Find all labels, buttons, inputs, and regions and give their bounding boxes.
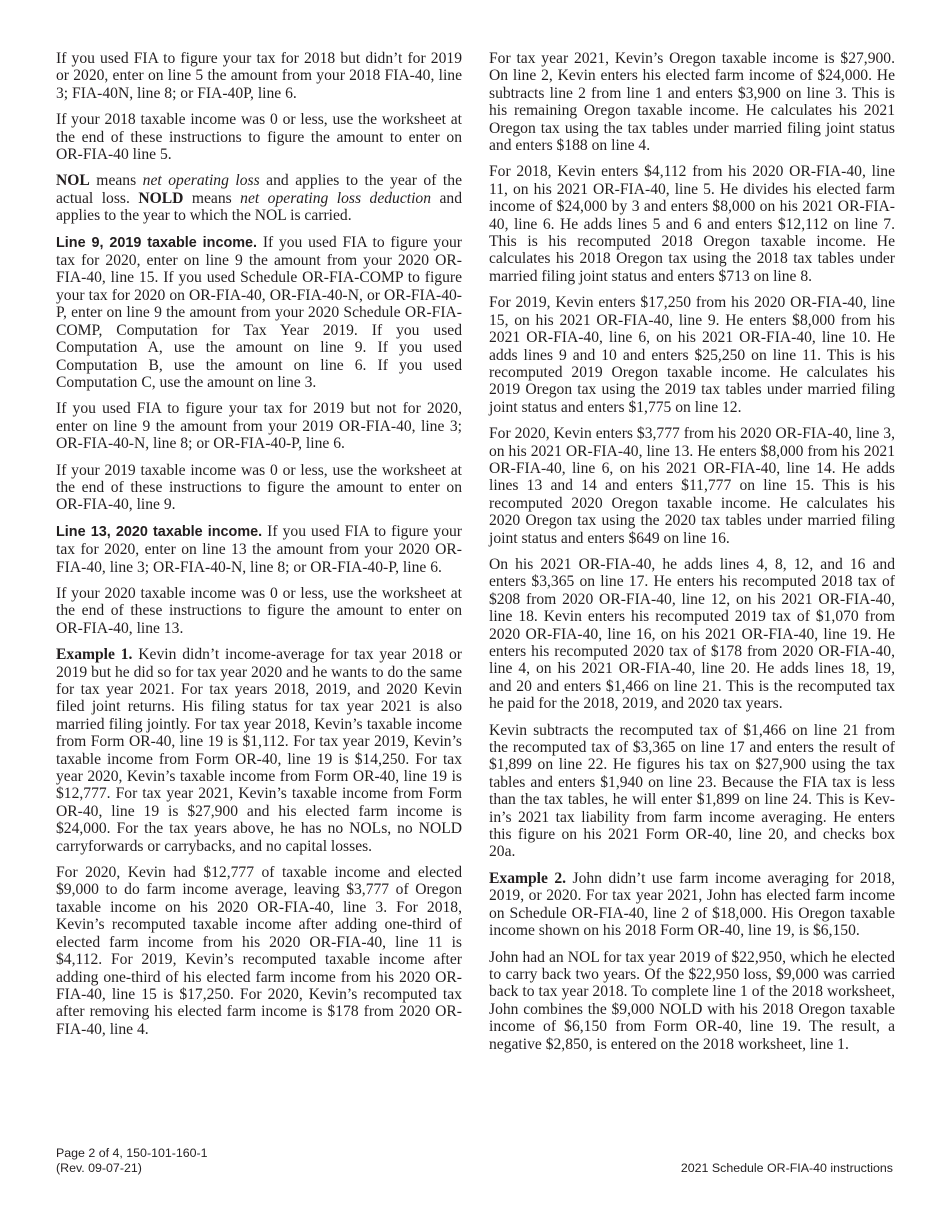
footer-form-info — [56, 1146, 208, 1176]
paragraph-kevin-2021: For tax year 2021, Kevin’s Oregon taxable income is $27,900. On line 2, Kevin enters his elected farm income of $24,000. He subtracts line 2 from line 1 and enters $3,900 on line 3. This is his remaining Oregon taxable income. He calculates his 2021 Oregon tax using the tax tables under married filing joint status and enters $188 on line 4. — [489, 50, 895, 155]
paragraph-kevin-2018: For 2018, Kevin enters $4,112 from his 2020 OR-FIA-40, line 11, on his 2021 OR-FIA-40, line 5. He divides his elected farm income of $24,000 by 3 and enters $8,000 on his 2021 OR-FIA-40, line 6. He adds lines 5 and 6 and enters $12,112 on line 7. This is his recomputed 2018 Oregon taxable income. He calculates his 2018 Oregon tax using the 2018 tax tables under married filing joint status and enters $713 on line 8. — [489, 163, 895, 285]
text-fragment: means — [183, 189, 241, 207]
paragraph-fia-2019: If you used FIA to figure your tax for 2019 but not for 2020, enter on line 9 the amount from your 2019 OR-FIA-40, line 3; OR-FIA-40-N, line 8; or OR-FIA-40-P, line 6. — [56, 400, 462, 453]
paragraph-kevin-2020: For 2020, Kevin had $12,777 of taxable income and elected $9,000 to do farm income average, leaving $3,777 of Oregon taxable income on his 2020 OR-FIA-40, line 3. For 2018, Kevin’s recomputed taxable income after adding one-third of elected farm income from his 2020 OR-FIA-40, line 11 is $4,112. For 2019, Kevin’s recomputed taxable income after adding one-third of his elected farm income from his 2020 OR-FIA-40, line 15 is $17,250. For 2020, Kevin’s recomputed tax after removing his elected farm income is $178 from 2020 OR-FIA-40, line 4. — [56, 864, 462, 1038]
heading-line-9: Line 9, 2019 taxable income. — [56, 234, 258, 251]
paragraph-2018-zero-income: If your 2018 taxable income was 0 or less, use the worksheet at the end of these instructions to figure the amount to enter on OR-FIA-40 line 5. — [56, 111, 462, 164]
paragraph-nol-definition — [56, 172, 462, 224]
paragraph-kevin-2019: For 2019, Kevin enters $17,250 from his 2020 OR-FIA-40, line 15, on his 2021 OR-FIA-40, line 9. He enters $8,000 from his 2021 OR-FIA-40, line 6, on his 2021 OR-FIA-40, line 10. He adds lines 9 and 10 and enters $25,250 on line 11. This is his recomputed 2019 Oregon taxable income. He calculates his 2019 Oregon tax using the 2019 tax tables under married filing joint status and enters $1,775 on line 12. — [489, 294, 895, 416]
paragraph-line-13 — [56, 523, 462, 576]
heading-line-13: Line 13, 2020 taxable income. — [56, 523, 263, 540]
paragraph-2019-zero-income: If your 2019 taxable income was 0 or less, use the worksheet at the end of these instructions to figure the amount to enter on OR-FIA-40, line 9. — [56, 461, 462, 514]
footer-revision: (Rev. 09-07-21) — [56, 1161, 142, 1175]
paragraph-john-nol: John had an NOL for tax year 2019 of $22,950, which he elected to carry back two years. Of the $22,950 loss, $9,000 was carried back to tax year 2018. To complete line 1 of the 2018 worksheet, John combines the $9,000 NOLD with his 2018 Oregon taxable income of $6,150 from Form OR-40, line 19. The result, a negative $2,850, is entered on the 2018 worksheet, line 1. — [489, 948, 895, 1053]
paragraph-fia-2018: If you used FIA to figure your tax for 2018 but didn’t for 2019 or 2020, enter on line 5 the amount from your 2018 FIA-40, line 3; FIA-40N, line 8; or FIA-40P, line 6. — [56, 50, 462, 102]
text-example-1: Kevin didn’t income-average for tax year 2018 or 2019 but he did so for tax year 2020 and he wants to do the same for tax year 2021. For tax years 2018, 2019, and 2020 Kevin filed joint returns. His filing status for tax year 2021 is also married filing jointly. For tax year 2018, Kevin’s taxable income from Form OR-40, line 19 is $1,112. For tax year 2019, Kevin’s taxable income from Form OR-40, line 19 is $14,250. For tax year 2020, Kevin’s taxable income from Form OR-40, line 19 is $12,777. For tax year 2021, Kevin’s taxable income from Form OR-40, line 19 is $27,900 and his elected farm income is $24,000. For the tax years above, he has no NOLs, no NOLD carryforwards or carrybacks, and no capital losses. — [56, 646, 462, 855]
footer-document-title: 2021 Schedule OR-FIA-40 instructions — [680, 1161, 893, 1175]
paragraph-2020-zero-income: If your 2020 taxable income was 0 or less, use the worksheet at the end of these instructions to figure the amount to enter on OR-FIA-40, line 13. — [56, 584, 462, 637]
left-column — [56, 50, 462, 1047]
text-example-2: John didn’t use farm income averaging for 2018, 2019, or 2020. For tax year 2021, John has elected farm income on Schedule OR-FIA-40, line 2 of $18,000. His Oregon taxable income shown on his 2018 Form OR-40, line 19, is $6,150. — [489, 869, 895, 940]
footer-page-number: Page 2 of 4, 150-101-160-1 — [56, 1146, 208, 1160]
definition-nold: net operating loss deduction — [240, 189, 432, 207]
paragraph-kevin-2020-recompute: For 2020, Kevin enters $3,777 from his 2020 OR-FIA-40, line 3, on his 2021 OR-FIA-40, line 13. He enters $8,000 from his 2021 OR-FIA-40, line 6, on his 2021 OR-FIA-40, line 14. He adds lines 13 and 14 and enters $11,777 on line 15. This is his recomputed 2020 Oregon taxable income. He calculates his 2020 Oregon tax using the 2020 tax tables under married filing joint status and enters $649 on line 16. — [489, 425, 895, 547]
text-fragment: and applies to the year to which the NOL is carried. — [56, 189, 462, 225]
paragraph-example-1 — [56, 646, 462, 855]
text-line-9: If you used FIA to figure your tax for 2020, enter on line 9 the amount from your 2020 OR-FIA-40, line 15. If you used Schedule OR-FIA-COMP to figure your tax for 2020 on OR-FIA-40, OR-FIA-40-N, or OR-FIA-40-P, enter on line 9 the amount from your 2020 Schedule OR-FIA-COMP, Computation for Tax Year 2019. If you used Computation A, use the amount on line 9. If you used Computation B, use the amount on line 6. If you used Computation C, use the amount on line 3. — [56, 233, 462, 391]
right-column — [489, 50, 895, 1062]
definition-nol: net operating loss — [142, 172, 260, 190]
term-nol: NOL — [56, 172, 90, 190]
label-example-1: Example 1. — [56, 646, 133, 664]
text-fragment: means — [89, 172, 143, 190]
paragraph-kevin-liability: Kevin subtracts the recomputed tax of $1,466 on line 21 from the recomputed tax of $3,365 on line 17 and enters the result of $1,899 on line 22. He figures his tax on $27,900 using the tax tables and enters $1,940 on line 23. Because the FIA tax is less than the tax tables, he will enter $1,899 on line 24. This is Kevin’s 2021 tax liability from farm income averaging. He enters this figure on his 2021 Form OR-40, line 20, and checks box 20a. — [489, 721, 895, 861]
paragraph-example-2 — [489, 870, 895, 940]
text-line-13: If you used FIA to figure your tax for 2020, enter on line 13 the amount from your 2020 OR-FIA-40, line 3; OR-FIA-40-N, line 8; or OR-FIA-40-P, line 6. — [56, 522, 462, 576]
text-fragment: and applies to the year of the actual loss. — [56, 172, 462, 207]
label-example-2: Example 2. — [489, 869, 567, 887]
paragraph-line-9 — [56, 234, 462, 392]
term-nold: NOLD — [138, 189, 184, 207]
paragraph-kevin-totals: On his 2021 OR-FIA-40, he adds lines 4, 8, 12, and 16 and enters $3,365 on line 17. He enters his recomputed 2018 tax of $208 from 2020 OR-FIA-40, line 12, on his 2021 OR-FIA-40, line 18. Kevin enters his recomputed 2019 tax of $1,070 from 2020 OR-FIA-40, line 16, on his 2021 OR-FIA-40, line 19. He enters his recomputed 2020 tax of $178 from 2020 OR-FIA-40, line 4, on his 2021 OR-FIA-40, line 20. He adds lines 18, 19, and 20 and enters $1,466 on line 21. This is the recomputed tax he paid for the 2018, 2019, and 2020 tax years. — [489, 555, 895, 713]
